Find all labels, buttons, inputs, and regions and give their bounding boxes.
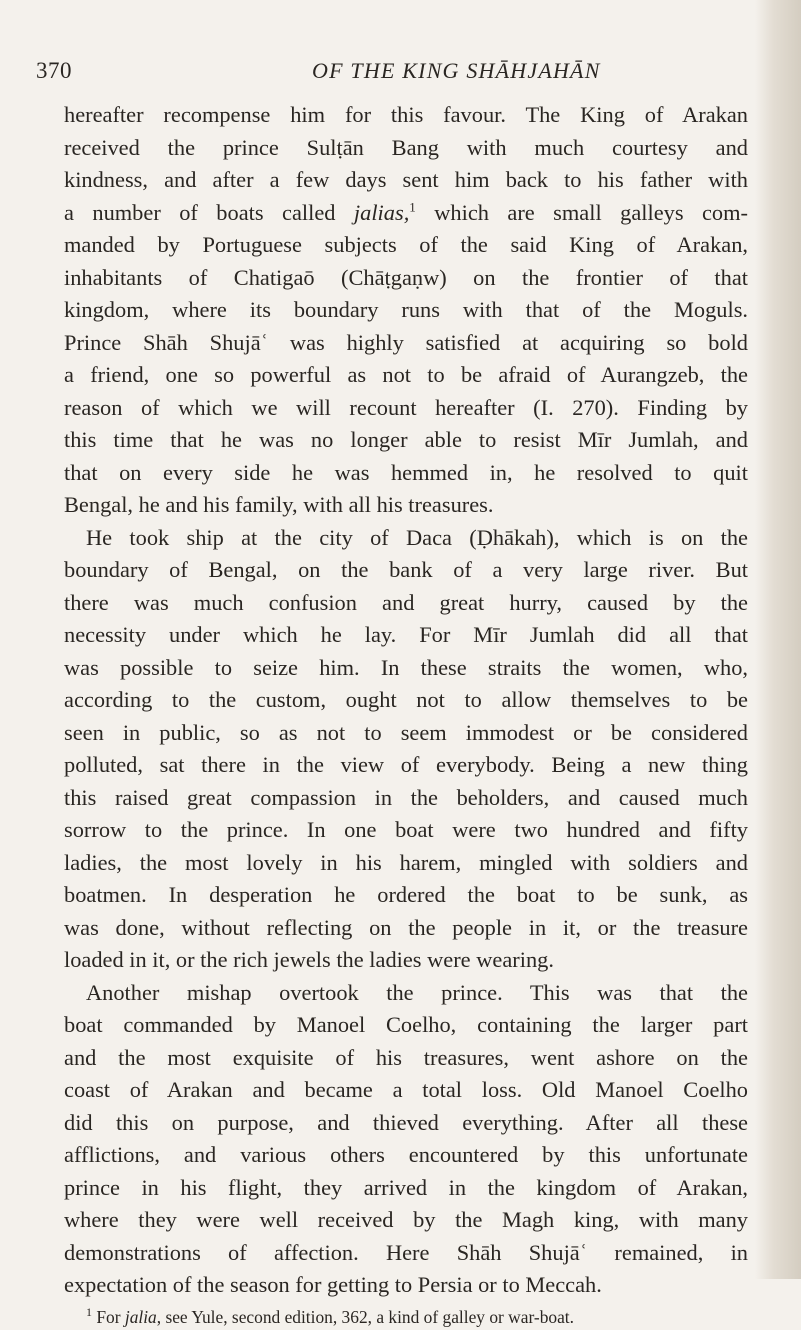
text-line: did this on purpose, and thieved everything. After all these xyxy=(64,1109,748,1135)
page-number: 370 xyxy=(36,58,72,83)
footnote-text: , see Yule, second edition, 362, a kind of galley or war-boat. xyxy=(156,1306,574,1327)
text-line: Another mishap overtook the prince. This was that the xyxy=(86,979,748,1005)
body-text xyxy=(64,99,748,1330)
text-line: kindness, and after a few days sent him back to his father with xyxy=(64,167,748,192)
text-line: this time that he was no longer able to resist Mīr Jumlah, and xyxy=(64,427,748,452)
text-line: sorrow to the prince. In one boat were two hundred and fifty xyxy=(64,817,748,842)
text-fragment: a number of boats called xyxy=(64,199,354,225)
text-line: He took ship at the city of Daca (Ḍhākah), which is on the xyxy=(86,524,748,550)
text-line: reason of which we will recount hereafter (I. 270). Finding by xyxy=(64,394,748,420)
text-line: hereafter recompense him for this favour. The King of Arakan xyxy=(64,102,748,127)
footnote-prefix: For xyxy=(92,1306,125,1327)
page-header xyxy=(36,58,736,94)
text-line: boatmen. In desperation he ordered the boat to be sunk, as xyxy=(64,882,748,907)
text-line: that on every side he was hemmed in, he resolved to quit xyxy=(64,459,748,485)
text-fragment: which are small galleys com- xyxy=(415,199,748,225)
text-line: was done, without reflecting on the people in it, or the treasure xyxy=(64,914,748,940)
text-line: Bengal, he and his family, with all his treasures. xyxy=(64,492,494,517)
text-line: expectation of the season for getting to Persia or to Meccah. xyxy=(64,1272,602,1297)
footnote-ref: 1 xyxy=(409,199,416,215)
italic-term: jalias, xyxy=(353,199,410,225)
text-line: where they were well received by the Magh king, with many xyxy=(64,1207,748,1232)
footnote-marker: 1 xyxy=(86,1304,92,1319)
text-line: and the most exquisite of his treasures, went ashore on the xyxy=(64,1044,748,1070)
text-line: manded by Portuguese subjects of the said King of Arakan, xyxy=(64,232,748,257)
text-line: kingdom, where its boundary runs with that of the Moguls. xyxy=(64,297,748,322)
text-line: there was much confusion and great hurry, caused by the xyxy=(64,589,748,615)
text-line: ladies, the most lovely in his harem, mingled with soldiers and xyxy=(64,849,748,875)
running-head: OF THE KING SHĀHJAHĀN xyxy=(312,58,601,83)
text-line: boat commanded by Manoel Coelho, containing the larger part xyxy=(64,1012,748,1037)
text-line xyxy=(64,197,748,230)
text-line: polluted, sat there in the view of everybody. Being a new thing xyxy=(64,752,748,777)
text-line: seen in public, so as not to seem immodest or be considered xyxy=(64,719,748,745)
text-line: afflictions, and various others encountered by this unfortunate xyxy=(64,1142,748,1167)
text-line: loaded in it, or the rich jewels the ladies were wearing. xyxy=(64,947,554,972)
text-line: received the prince Sulṭān Bang with much courtesy and xyxy=(64,134,748,160)
text-line: necessity under which he lay. For Mīr Jumlah did all that xyxy=(64,622,748,647)
footnote xyxy=(64,1304,748,1330)
footnote-term: jalia xyxy=(124,1306,157,1327)
text-line: Prince Shāh Shujāʿ was highly satisfied at acquiring so bold xyxy=(64,329,748,355)
text-line: demonstrations of affection. Here Shāh Shujāʿ remained, in xyxy=(64,1239,748,1265)
text-line: boundary of Bengal, on the bank of a very large river. But xyxy=(64,557,748,582)
text-line: according to the custom, ought not to allow themselves to be xyxy=(64,687,748,712)
text-line: inhabitants of Chatigaō (Chāṭgaṇw) on the frontier of that xyxy=(64,264,748,290)
text-line: this raised great compassion in the beholders, and caused much xyxy=(64,784,748,810)
text-line: coast of Arakan and became a total loss. Old Manoel Coelho xyxy=(64,1077,748,1102)
text-line: a friend, one so powerful as not to be afraid of Aurangzeb, the xyxy=(64,362,748,387)
text-line: prince in his flight, they arrived in the kingdom of Arakan, xyxy=(64,1174,748,1200)
text-line: was possible to seize him. In these straits the women, who, xyxy=(64,654,748,680)
page-edge-shadow xyxy=(755,0,801,1279)
